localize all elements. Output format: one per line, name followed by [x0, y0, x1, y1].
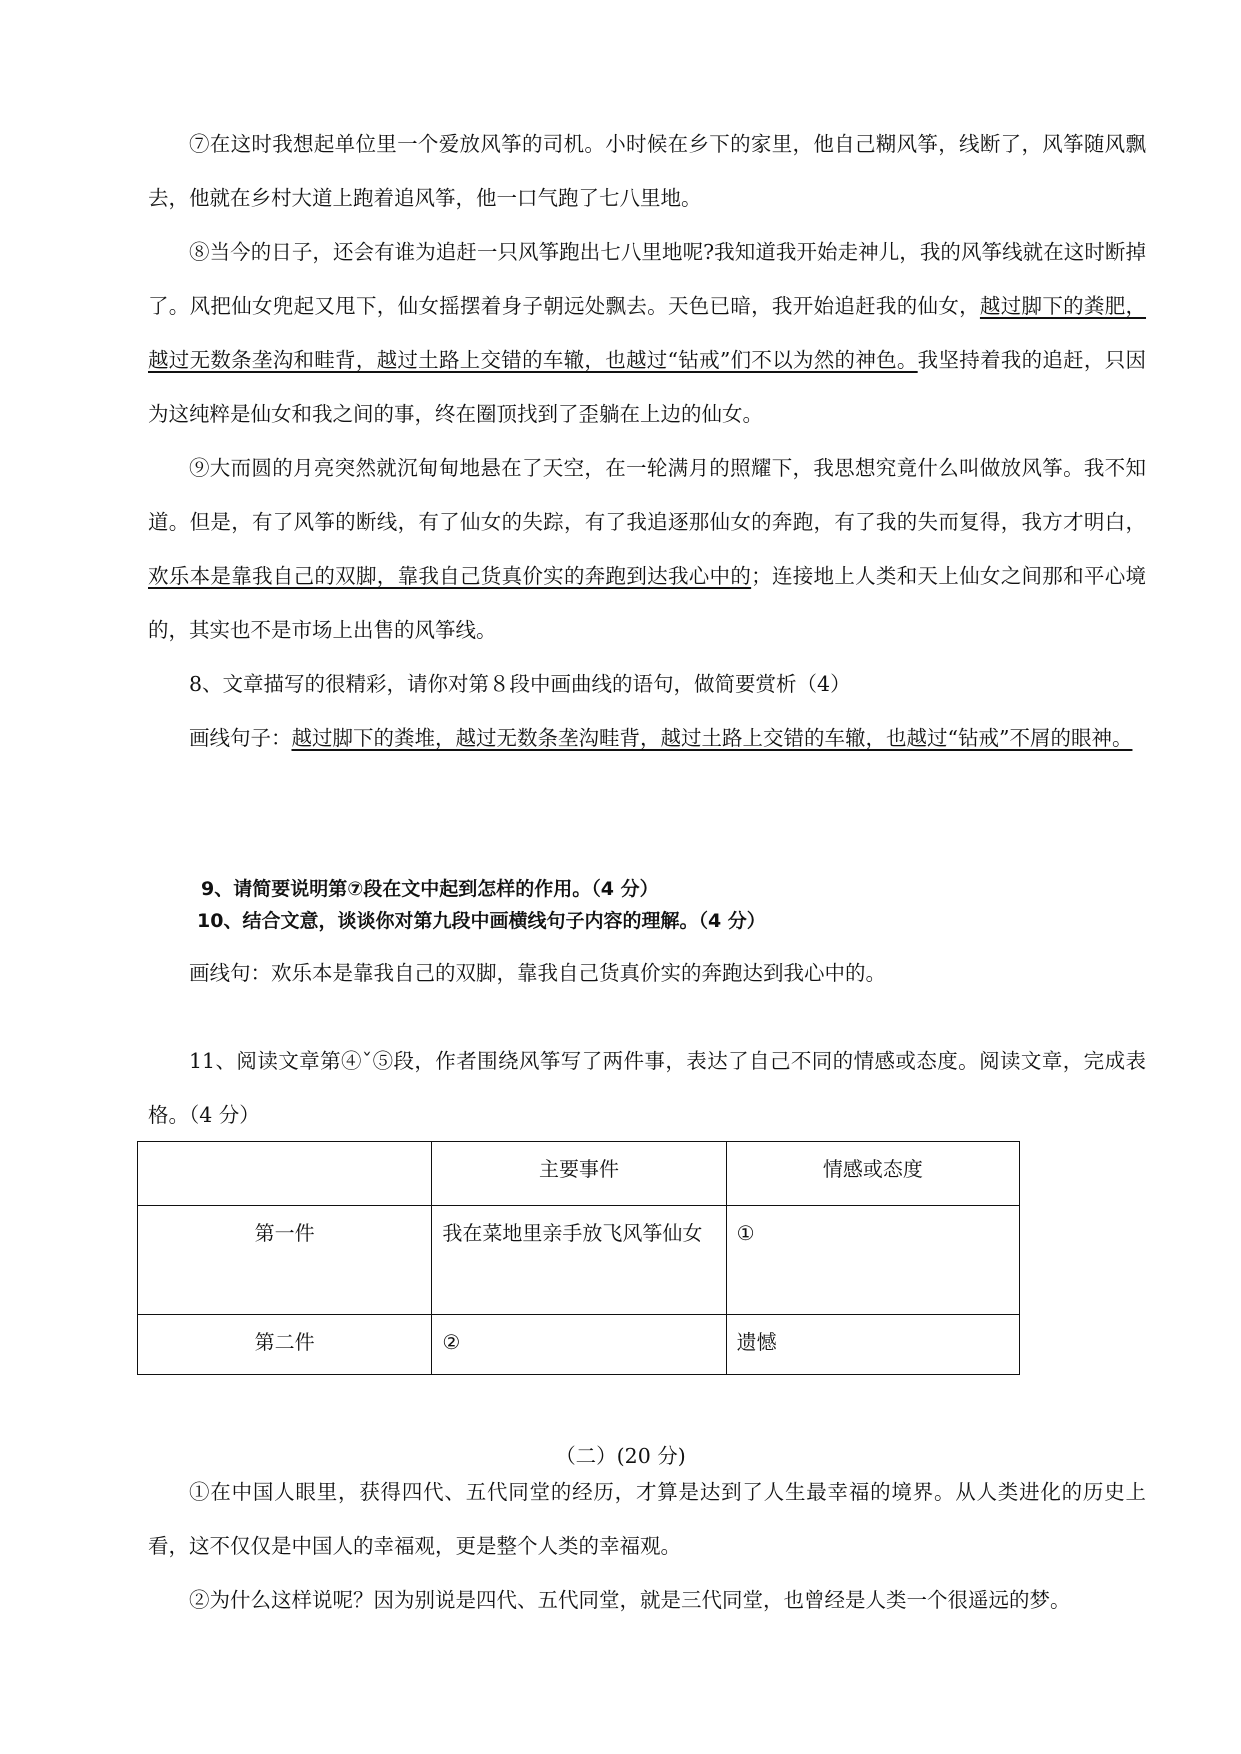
question-8-text: 8、文章描写的很精彩，请你对第８段中画曲线的语句，做简要赏析（4） [189, 672, 851, 696]
question-10-line-text: 画线句：欢乐本是靠我自己的双脚，靠我自己货真价实的奔跑达到我心中的。 [189, 961, 886, 985]
answer-table [137, 1141, 1020, 1375]
section-2-paragraph-1 [148, 1465, 1146, 1573]
table-cell: 第一件 [138, 1206, 432, 1315]
question-10-line [189, 958, 886, 988]
table-cell: ② [432, 1315, 726, 1375]
paragraph-9-text-b: ；连接地上人类和天上仙女之间那和平心境的，其实也不是市场上出售的风筝线。 [148, 564, 1147, 642]
section-2-title: （二）(20 分) [555, 1443, 686, 1468]
question-11 [148, 1034, 1146, 1142]
paragraph-9-underlined: 欢乐本是靠我自己的双脚，靠我自己货真价实的奔跑到达我心中的 [148, 564, 752, 588]
paragraph-7-text: ⑦在这时我想起单位里一个爱放风筝的司机。小时候在乡下的家里，他自己糊风筝，线断了，风筝随风飘去，他就在乡村大道上跑着追风筝，他一口气跑了七八里地。 [148, 132, 1146, 210]
table-header-cell: 主要事件 [432, 1142, 726, 1206]
paragraph-9-text-a: ⑨大而圆的月亮突然就沉甸甸地悬在了天空，在一轮满月的照耀下，我思想究竟什么叫做放风筝。我不知道。但是，有了风筝的断线，有了仙女的失踪，有了我追逐那仙女的奔跑，有了我的失而复得，我方才明白， [148, 456, 1146, 534]
table-header-cell: 情感或态度 [726, 1142, 1019, 1206]
paragraph-9 [148, 441, 1146, 657]
table-header-row [138, 1142, 1020, 1206]
table-row [138, 1315, 1020, 1375]
question-8-underlined: 越过脚下的粪堆，越过无数条垄沟畦背，越过土路上交错的车辙，也越过“钻戒”不屑的眼神。 [291, 726, 1133, 750]
paragraph-8-text-a: ⑧当今的日子，还会有谁为追赶一只风筝跑出七八里地呢?我知道我开始走神儿，我的风筝线就在这时断掉了。风把仙女兜起又甩下，仙女摇摆着身子朝远处飘去。天色已暗，我开始追赶我的仙女， [148, 240, 1146, 318]
question-9-text: 9、请简要说明第⑦段在文中起到怎样的作用。（4 分） [201, 878, 659, 900]
question-9 [201, 874, 659, 904]
question-10-text: 10、结合文意，谈谈你对第九段中画横线句子内容的理解。（4 分） [197, 910, 766, 932]
table-cell: ① [726, 1206, 1019, 1315]
question-11-text: 11、阅读文章第④ˇ⑤段，作者围绕风筝写了两件事，表达了自己不同的情感或态度。阅读文章，完成表格。（4 分） [148, 1049, 1146, 1127]
table-cell: 遗憾 [726, 1315, 1019, 1375]
section-2-paragraph-2-text: ②为什么这样说呢？因为别说是四代、五代同堂，就是三代同堂，也曾经是人类一个很遥远的梦。 [189, 1588, 1071, 1612]
question-8-label: 画线句子： [189, 726, 292, 750]
section-2-paragraph-1-text: ①在中国人眼里，获得四代、五代同堂的经历，才算是达到了人生最幸福的境界。从人类进化的历史上看，这不仅仅是中国人的幸福观，更是整个人类的幸福观。 [148, 1480, 1146, 1558]
paragraph-7 [148, 117, 1146, 225]
table-row [138, 1206, 1020, 1315]
question-10 [197, 906, 766, 936]
table-cell: 第二件 [138, 1315, 432, 1375]
question-8-sentence [148, 711, 1146, 765]
table-header-cell [138, 1142, 432, 1206]
paragraph-8-text-b: 我坚持着我的追赶，只因为这纯粹是仙女和我之间的事，终在圈顶找到了歪躺在上边的仙女。 [148, 348, 1146, 426]
paragraph-8-underlined: 越过脚下的粪肥，越过无数条垄沟和畦背，越过土路上交错的车辙，也越过“钻戒”们不以为然的神色。 [148, 294, 1147, 372]
section-2-paragraph-2 [148, 1573, 1146, 1627]
question-8 [148, 657, 1146, 711]
table-cell: 我在菜地里亲手放飞风筝仙女 [432, 1206, 726, 1315]
paragraph-8 [148, 225, 1146, 441]
